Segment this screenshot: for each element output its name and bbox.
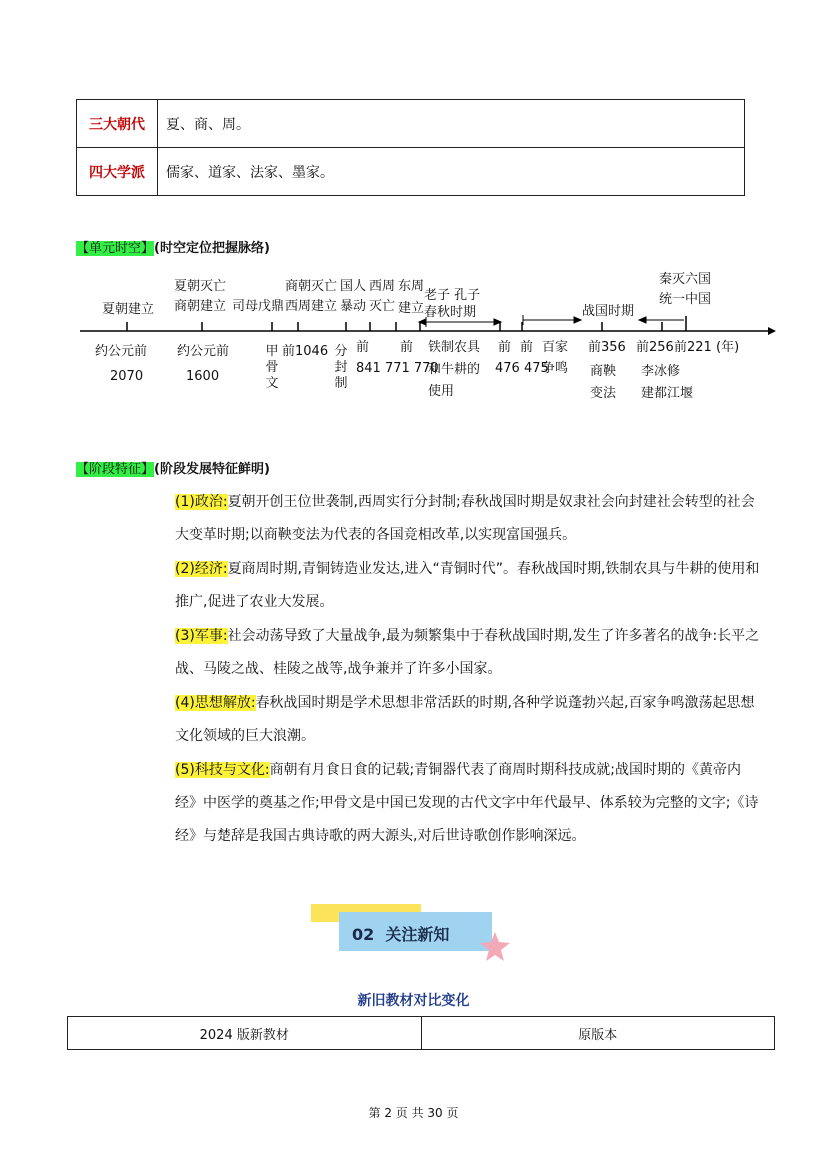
label-shangyang: 商鞅 (590, 364, 617, 379)
row-key: 三大朝代 (77, 100, 158, 148)
label-1600: 1600 (186, 369, 220, 384)
label-year-unit: (年) (716, 340, 740, 355)
label-356: 前356 (588, 340, 626, 355)
label-qin-conquest: 秦灭六国 (659, 272, 712, 287)
section-title: (时空定位把握脉络) (154, 241, 270, 256)
label-jianli: 建立 (398, 301, 425, 316)
label-qian-2: 前 (400, 340, 414, 355)
feature-text: 夏朝开创王位世袭制,西周实行分封制;春秋战国时期是奴隶社会向封建社会转型的社会大变革时期;以商鞅变法为代表的各国竞相改革,以实现富国强兵。 (175, 494, 755, 543)
row-key: 四大学派 (77, 148, 158, 196)
feature-thought (175, 687, 760, 753)
label-221: 前221 (674, 340, 712, 355)
section-title: (阶段发展特征鲜明) (154, 462, 270, 477)
label-qian-4: 前 (520, 340, 534, 355)
label-tie-1: 铁制农具 (428, 340, 481, 355)
feature-text: 商朝有月食日食的记载;青铜器代表了商周时期科技成就;战国时期的《黄帝内经》中医学的奠基之作;甲骨文是中国已发现的古代文字中年代最早、体系较为完整的文字;《诗经》与楚辞是我国古典诗歌的两大源头,对后世诗歌创作影响深远。 (175, 762, 759, 844)
label-miewang: 灭亡 (369, 299, 396, 314)
section-heading-stage-features (76, 458, 270, 477)
feature-military (175, 620, 760, 686)
table-header-row (68, 1017, 775, 1050)
label-zhanguo: 战国时期 (582, 304, 635, 319)
feature-label: (3)军事: (175, 628, 228, 644)
page-footer: 第 2 页 共 30 页 (368, 1106, 459, 1120)
label-baijia: 百家 (542, 340, 569, 355)
row-value: 儒家、道家、法家、墨家。 (158, 148, 745, 196)
label-xia-fall: 夏朝灭亡 (174, 279, 227, 294)
label-xia-founded: 夏朝建立 (102, 302, 155, 317)
label-shang-fall: 商朝灭亡 (285, 279, 338, 294)
feature-science-culture (175, 754, 760, 853)
label-jiaguwen: 甲骨文 (265, 344, 279, 391)
label-baodong: 暴动 (340, 299, 367, 314)
label-dongzhou: 东周 (398, 279, 425, 294)
label-qin-unify: 统一中国 (659, 292, 712, 307)
section-number: 02 (352, 925, 375, 944)
axis-arrow-icon (768, 327, 776, 335)
label-approx-1: 约公元前 (95, 344, 148, 359)
label-shang-founded: 商朝建立 (174, 299, 227, 314)
label-fenfeng: 分封制 (334, 344, 348, 391)
label-guoren: 国人 (340, 279, 367, 294)
label-qian-1: 前 (356, 340, 370, 355)
feature-politics (175, 486, 760, 552)
section-tag: 【单元时空】 (76, 241, 155, 256)
feature-label: (1)政治: (175, 494, 228, 510)
label-tie-2: 和牛耕的 (428, 362, 481, 377)
row-value: 夏、商、周。 (158, 100, 745, 148)
label-simuwu: 司母戊鼎 (232, 299, 285, 314)
feature-text: 春秋战国时期是学术思想非常活跃的时期,各种学说蓬勃兴起,百家争鸣激荡起思想文化领域的巨大浪潮。 (175, 695, 755, 744)
feature-label: (2)经济: (175, 561, 228, 577)
label-approx-2: 约公元前 (177, 344, 230, 359)
compare-table (67, 1016, 775, 1050)
label-qian-3: 前 (498, 340, 512, 355)
label-2070: 2070 (110, 369, 144, 384)
label-1046: 前1046 (282, 344, 329, 359)
label-841-771-770: 841 771 770 (356, 361, 439, 376)
feature-economy (175, 553, 760, 619)
feature-label: (4)思想解放: (175, 695, 256, 711)
label-256: 前256 (636, 340, 674, 355)
star-icon (478, 930, 512, 964)
label-xizhou-founded: 西周建立 (285, 299, 338, 314)
feature-label: (5)科技与文化: (175, 762, 270, 778)
compare-title: 新旧教材对比变化 (357, 993, 470, 1009)
label-bianfa: 变法 (590, 386, 617, 401)
col-header-old: 原版本 (421, 1017, 775, 1050)
section-tag: 【阶段特征】 (76, 462, 155, 477)
label-tie-3: 使用 (428, 384, 455, 399)
label-laozi-kongzi: 老子 孔子 (424, 288, 481, 303)
section-banner-title (352, 922, 449, 945)
label-xizhou: 西周 (369, 279, 396, 294)
section-name: 关注新知 (385, 925, 450, 944)
label-libing: 李冰修 (641, 364, 681, 379)
label-476-475: 476 475 (495, 361, 549, 376)
feature-text: 夏商周时期,青铜铸造业发达,进入“青铜时代”。春秋战国时期,铁制农具与牛耕的使用和推广,促进了农业大发展。 (175, 561, 760, 610)
feature-text: 社会动荡导致了大量战争,最为频繁集中于春秋战国时期,发生了许多著名的战争:长平之战、马陵之战、桂陵之战等,战争兼并了许多小国家。 (175, 628, 760, 677)
col-header-new: 2024 版新教材 (68, 1017, 422, 1050)
label-chunqiu: 春秋时期 (424, 305, 477, 320)
label-zhengming: 争鸣 (542, 361, 569, 376)
label-dujiangyan: 建都江堰 (641, 386, 694, 401)
